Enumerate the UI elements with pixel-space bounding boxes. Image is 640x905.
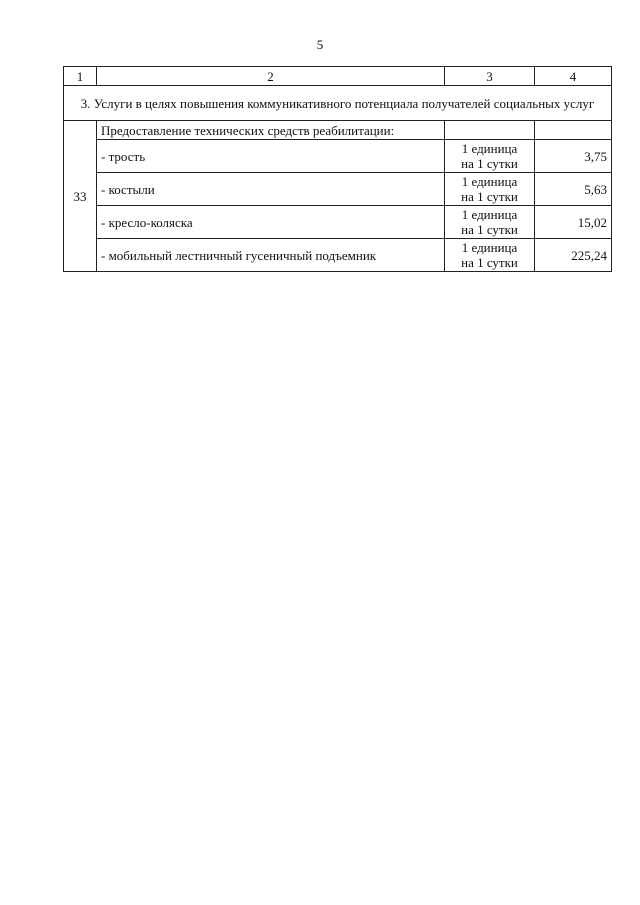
- section-title: 3. Услуги в целях повышения коммуникативного потенциала получателей социальных услуг: [64, 86, 612, 121]
- table-row: [64, 173, 612, 206]
- unit-line-2: на 1 сутки: [461, 255, 518, 270]
- section-row: [64, 86, 612, 121]
- item-price: 225,24: [535, 239, 612, 272]
- table-row: [64, 140, 612, 173]
- unit-line-1: 1 единица: [461, 174, 518, 189]
- item-name: - кресло-коляска: [97, 206, 445, 239]
- item-unit: [445, 206, 535, 239]
- header-row: [64, 67, 612, 86]
- row-number: 33: [64, 121, 97, 272]
- unit-line-2: на 1 сутки: [461, 189, 518, 204]
- header-col-1: 1: [64, 67, 97, 86]
- tariff-table: [63, 66, 612, 272]
- header-col-4: 4: [535, 67, 612, 86]
- intro-text: Предоставление технических средств реабилитации:: [97, 121, 445, 140]
- item-price: 3,75: [535, 140, 612, 173]
- item-unit: [445, 239, 535, 272]
- item-name: - трость: [97, 140, 445, 173]
- item-unit: [445, 173, 535, 206]
- item-name: - мобильный лестничный гусеничный подъемник: [97, 239, 445, 272]
- table-row: [64, 239, 612, 272]
- header-col-3: 3: [445, 67, 535, 86]
- unit-line-1: 1 единица: [461, 207, 518, 222]
- unit-line-1: 1 единица: [461, 141, 518, 156]
- item-name: - костыли: [97, 173, 445, 206]
- item-unit: [445, 140, 535, 173]
- item-price: 5,63: [535, 173, 612, 206]
- intro-row: [64, 121, 612, 140]
- page-number: 5: [316, 37, 324, 52]
- intro-price-empty: [535, 121, 612, 140]
- item-price: 15,02: [535, 206, 612, 239]
- header-col-2: 2: [97, 67, 445, 86]
- unit-line-1: 1 единица: [461, 240, 518, 255]
- intro-unit-empty: [445, 121, 535, 140]
- unit-line-2: на 1 сутки: [461, 222, 518, 237]
- unit-line-2: на 1 сутки: [461, 156, 518, 171]
- table-row: [64, 206, 612, 239]
